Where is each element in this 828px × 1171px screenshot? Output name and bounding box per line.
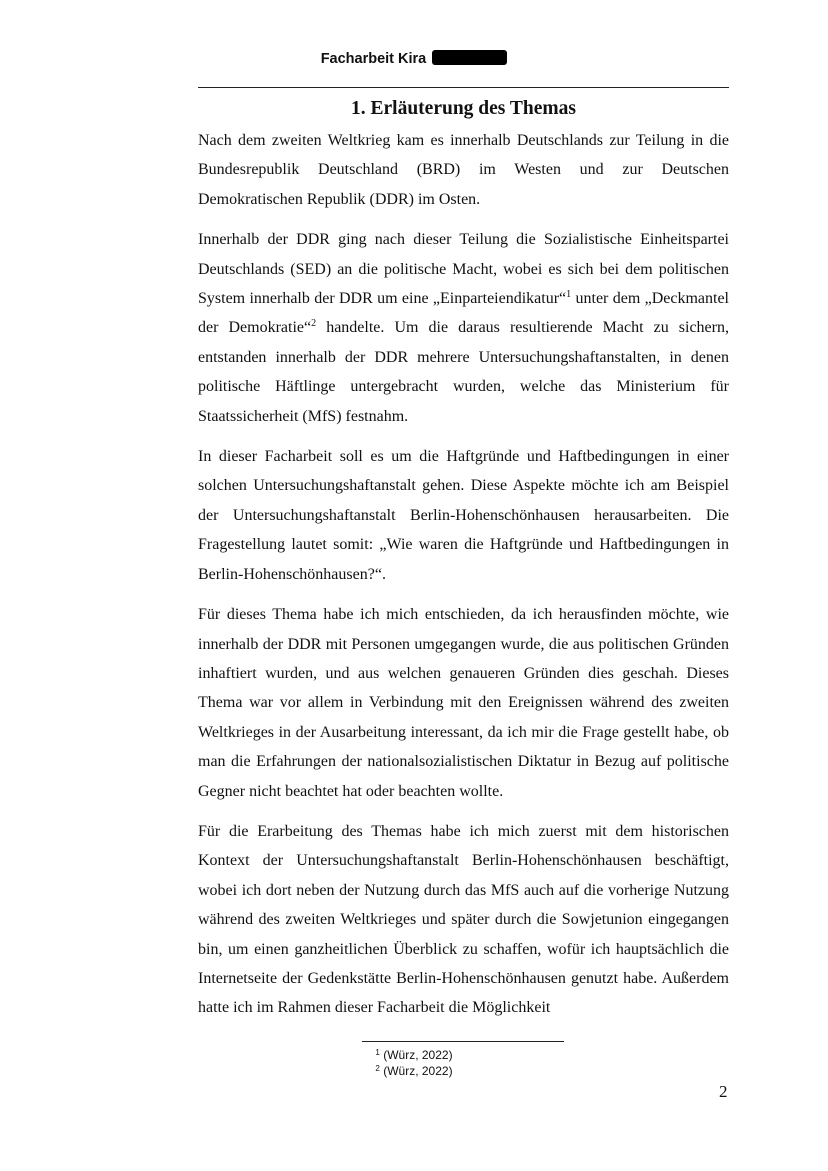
- paragraph-2: [198, 225, 729, 431]
- section-title: 1. Erläuterung des Themas: [351, 98, 576, 119]
- footnote-2-text: (Würz, 2022): [379, 1064, 453, 1078]
- paragraph-3: In dieser Facharbeit soll es um die Haftgründe und Haftbedingungen in einer solchen Untersuchungshaftanstalt gehen. Diese Aspekte möchte ich am Beispiel der Untersuchungshaftanstalt Berlin-Hohenschönhausen herausarbeiten. Die Fragestellung lautet somit: „Wie waren die Haftgründe und Haftbedingungen in Berlin-Hohenschönhausen?“.: [198, 448, 729, 583]
- footnote-ref-1: 1: [566, 289, 572, 301]
- page-number: 2: [719, 1082, 728, 1101]
- footnote-2-number: 2: [375, 1064, 380, 1073]
- paragraph-2-text-b: unter dem „Deckmantel der Demokratie“: [198, 290, 729, 337]
- paragraph-2-text-a: Innerhalb der DDR ging nach dieser Teilung die Sozialistische Einheitspartei Deutschlands (SED) an die politische Macht, wobei es sich bei dem politischen System innerhalb der DDR um eine „Einparteiendikatur“: [198, 231, 729, 308]
- footnote-divider: [362, 1041, 564, 1042]
- paragraph-5: Für die Erarbeitung des Themas habe ich mich zuerst mit dem historischen Kontext der Untersuchungshaftanstalt Berlin-Hohenschönhausen beschäftigt, wobei ich dort neben der Nutzung durch das MfS auch auf die vorherige Nutzung während des zweiten Weltkrieges und später durch die Sowjetunion eingegangen bin, um einen ganzheitlichen Überblick zu schaffen, wofür ich hauptsächlich die Internetseite der Gedenkstätte Berlin-Hohenschönhausen genutzt habe. Außerdem hatte ich im Rahmen dieser Facharbeit die Möglichkeit: [198, 822, 729, 1017]
- footnote-ref-2: 2: [311, 318, 317, 330]
- footnotes: [0, 1047, 828, 1079]
- footnote-1-text: (Würz, 2022): [379, 1048, 453, 1062]
- document-body: [198, 96, 729, 1023]
- paragraph-4: Für dieses Thema habe ich mich entschieden, da ich herausfinden möchte, wie innerhalb der DDR mit Personen umgegangen wurde, die aus politischen Gründen inhaftiert wurden, und aus welchen genaueren Gründen dies geschah. Dieses Thema war vor allem in Verbindung mit den Ereignissen während des zweiten Weltkrieges in der Ausarbeitung interessant, da ich mir die Frage gestellt habe, ob man die Erfahrungen der nationalsozialistischen Diktatur in Bezug auf politische Gegner nicht beachtet hat oder beachten wollte.: [198, 606, 729, 800]
- header-divider: [198, 87, 729, 88]
- paragraph-1: Nach dem zweiten Weltkrieg kam es innerhalb Deutschlands zur Teilung in die Bundesrepublik Deutschland (BRD) im Westen und zur Deutschen Demokratischen Republik (DDR) im Osten.: [198, 132, 729, 208]
- page-header: [0, 50, 828, 67]
- paragraph-2-text-c: handelte. Um die daraus resultierende Macht zu sichern, entstanden innerhalb der DDR mehrere Untersuchungshaftanstalten, in denen politische Häftlinge untergebracht wurden, welche das Ministerium für Staatssicherheit (MfS) festnahm.: [198, 319, 729, 425]
- footnote-1-number: 1: [375, 1048, 380, 1057]
- footnote-2: [0, 1063, 828, 1079]
- redaction-bar: [432, 50, 507, 65]
- footnote-1: [0, 1047, 828, 1063]
- header-title: Facharbeit Kira: [320, 51, 427, 67]
